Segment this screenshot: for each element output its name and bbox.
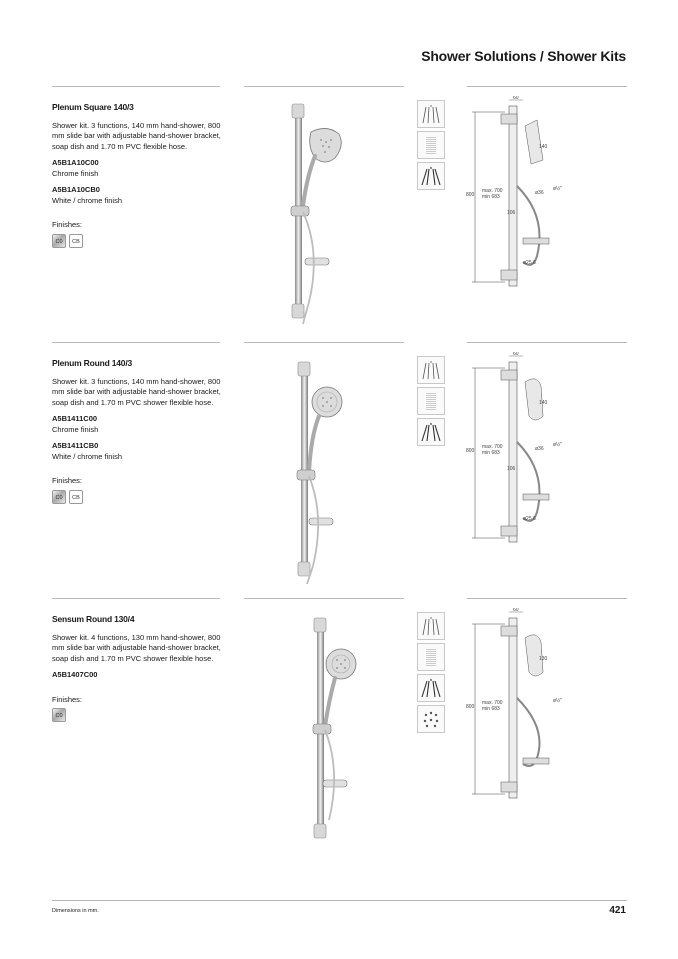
technical-drawing bbox=[465, 96, 585, 296]
product-section bbox=[0, 86, 678, 336]
product-name: Plenum Round 140/3 bbox=[52, 358, 133, 368]
jet-spray-icon bbox=[417, 162, 445, 190]
dim-label: 800 bbox=[466, 448, 475, 454]
footer-note: Dimensions in mm. bbox=[52, 908, 99, 914]
dim-label: 60 bbox=[513, 352, 519, 357]
bracket bbox=[297, 470, 315, 480]
mist-spray-icon bbox=[417, 643, 445, 671]
finish-name: White / chrome finish bbox=[52, 195, 123, 205]
rain-spray-icon bbox=[417, 612, 445, 640]
finishes-label: Finishes: bbox=[52, 220, 83, 229]
shower-kit-square-image bbox=[265, 98, 365, 330]
white-swatch: CB bbox=[69, 490, 83, 504]
finish-name: White / chrome finish bbox=[52, 451, 123, 461]
slide-bar bbox=[301, 364, 308, 574]
dim-label: ø25,6 bbox=[523, 260, 536, 266]
variant bbox=[52, 670, 227, 681]
dim-label: ø25,6 bbox=[523, 516, 536, 522]
shower-kit-sensum-image bbox=[265, 610, 365, 842]
bracket bbox=[313, 724, 331, 734]
product-info bbox=[52, 342, 227, 504]
spray-icons bbox=[417, 356, 447, 449]
product-info bbox=[52, 86, 227, 248]
dim-label: min 683 bbox=[482, 450, 500, 456]
rain-spray-icon bbox=[417, 100, 445, 128]
dim-label: 140 bbox=[539, 400, 548, 406]
page-title: Shower Solutions / Shower Kits bbox=[421, 48, 626, 64]
dim-label: 800 bbox=[466, 704, 475, 710]
variant bbox=[52, 414, 227, 435]
chrome-swatch: C0 bbox=[52, 234, 66, 248]
soap-dish bbox=[305, 258, 329, 265]
dim-label: ø½" bbox=[553, 186, 562, 192]
product-info bbox=[52, 598, 227, 722]
spray-icons bbox=[417, 100, 447, 193]
dim-label: 130 bbox=[539, 656, 548, 662]
finish-name: Chrome finish bbox=[52, 168, 99, 178]
bracket bbox=[291, 206, 309, 216]
dim-label: max. 700 bbox=[482, 188, 503, 194]
product-description: Shower kit. 3 functions, 140 mm hand-shower, 800 mm slide bar with adjustable hand-shower bracket, soap dish and 1.70 m PVC shower flexible hose. bbox=[52, 376, 221, 407]
variant bbox=[52, 185, 227, 206]
dim-label: 60 bbox=[513, 96, 519, 101]
dim-label: min 683 bbox=[482, 194, 500, 200]
product-section bbox=[0, 342, 678, 592]
jet-spray-icon bbox=[417, 674, 445, 702]
finishes-label: Finishes: bbox=[52, 476, 83, 485]
dim-label: max. 700 bbox=[482, 444, 503, 450]
product-name: Sensum Round 130/4 bbox=[52, 614, 135, 624]
jet-spray-icon bbox=[417, 418, 445, 446]
product-description: Shower kit. 3 functions, 140 mm hand-shower, 800 mm slide bar with adjustable hand-shower bracket, soap dish and 1.70 m PVC flexible hose. bbox=[52, 120, 221, 151]
soap-dish bbox=[309, 518, 333, 525]
rain-spray-icon bbox=[417, 356, 445, 384]
page-number: 421 bbox=[609, 905, 626, 916]
mist-spray-icon bbox=[417, 131, 445, 159]
dim-label: ø½" bbox=[553, 698, 562, 704]
product-code: A5B1411CB0 bbox=[52, 441, 99, 450]
product-code: A5B1411C00 bbox=[52, 414, 98, 423]
dim-label: max. 700 bbox=[482, 700, 503, 706]
finish-swatches bbox=[52, 490, 227, 504]
dim-label: 106 bbox=[507, 210, 516, 216]
chrome-swatch: C0 bbox=[52, 490, 66, 504]
finish-swatches bbox=[52, 234, 227, 248]
product-description: Shower kit. 4 functions, 130 mm hand-shower, 800 mm slide bar with adjustable hand-shower bracket, soap dish and 1.70 m PVC shower flexible hose. bbox=[52, 632, 221, 663]
dim-label: 140 bbox=[539, 144, 548, 150]
variant bbox=[52, 441, 227, 462]
product-code: A5B1A10CB0 bbox=[52, 185, 100, 194]
finish-swatches bbox=[52, 708, 227, 722]
product-code: A5B1407C00 bbox=[52, 670, 98, 679]
technical-drawing bbox=[465, 352, 585, 552]
dim-label: 106 bbox=[507, 466, 516, 472]
product-code: A5B1A10C00 bbox=[52, 158, 99, 167]
product-section bbox=[0, 598, 678, 848]
technical-drawing bbox=[465, 608, 585, 808]
finish-name: Chrome finish bbox=[52, 424, 99, 434]
footer-divider bbox=[52, 900, 627, 901]
dim-label: 800 bbox=[466, 192, 475, 198]
spray-icons bbox=[417, 612, 447, 736]
dim-label: min 683 bbox=[482, 706, 500, 712]
chrome-swatch: C0 bbox=[52, 708, 66, 722]
dim-label: ø½" bbox=[553, 442, 562, 448]
finishes-label: Finishes: bbox=[52, 694, 83, 704]
dim-label: 60 bbox=[513, 608, 519, 613]
variant bbox=[52, 158, 227, 179]
hose bbox=[303, 212, 314, 324]
massage-spray-icon bbox=[417, 705, 445, 733]
white-swatch: CB bbox=[69, 234, 83, 248]
dim-label: ø36 bbox=[535, 190, 544, 196]
product-name: Plenum Square 140/3 bbox=[52, 102, 134, 112]
shower-kit-round-image bbox=[265, 354, 365, 586]
dim-label: ø36 bbox=[535, 446, 544, 452]
mist-spray-icon bbox=[417, 387, 445, 415]
hose bbox=[325, 730, 334, 820]
